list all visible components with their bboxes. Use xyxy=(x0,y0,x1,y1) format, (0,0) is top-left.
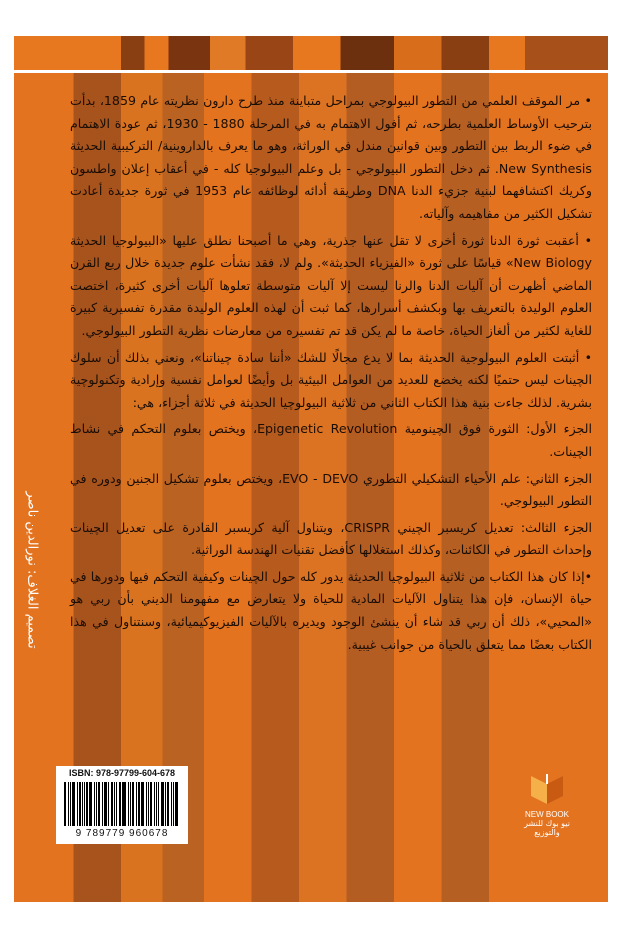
barcode-bar xyxy=(154,782,155,826)
barcode-bar xyxy=(114,782,115,826)
barcode-bar xyxy=(167,782,169,826)
barcode-bar xyxy=(171,782,172,826)
publisher-arabic: نيو بوك للنشر والتوزيع xyxy=(524,819,570,837)
barcode-bar xyxy=(116,782,117,826)
barcode-bar xyxy=(150,782,152,826)
barcode-bar xyxy=(119,782,121,826)
part-two: الجزء الثاني: علم الأحياء التشكيلي التطوري EVO - DEVO، ويختص بعلوم تشكيل الجنين ودوره في التطور البيولوجي. xyxy=(70,470,592,509)
barcode-bar xyxy=(89,782,92,826)
barcode-bar xyxy=(158,782,160,826)
barcode-bar xyxy=(148,782,149,826)
designer-credit: تصميم الغلاف: نورالدين ناصر xyxy=(24,491,40,649)
barcode-bar xyxy=(173,782,174,826)
barcode-bar xyxy=(175,782,178,826)
barcode-bar xyxy=(122,782,123,826)
barcode-bar xyxy=(108,782,109,826)
barcode-bar xyxy=(86,782,88,826)
blurb-text xyxy=(70,90,592,790)
barcode-number: 9 789779 960678 xyxy=(75,828,169,839)
barcode-box xyxy=(56,766,188,844)
barcode-bar xyxy=(84,782,85,826)
barcode-bar xyxy=(70,782,71,826)
barcode-bar xyxy=(132,782,134,826)
barcode-bar xyxy=(72,782,75,826)
barcode-bar xyxy=(68,782,69,826)
barcode-bar xyxy=(77,782,78,826)
publisher-name: NEW BOOK xyxy=(524,810,569,819)
barcode-bar xyxy=(128,782,129,826)
barcode-bar xyxy=(161,782,164,826)
barcode-bar xyxy=(136,782,137,826)
paragraph-3: • أثبتت العلوم البيولوجية الحديثة بما لا يدع مجالًا للشك «أننا سادة چيناتنا»، ونعني بذلك أن سلوك الچينات ليس حتميًا لكنه يخضع للعديد من العوامل البيئية بل وأيضًا لعوامل نفسية وإرادية وتكنولوچية بشرية. لذلك جاءت بنية هذا الكتاب الثاني من ثلاثية البيولوچيا الحديثة في ثلاثة أجزاء، هي: xyxy=(70,349,592,410)
part-one: الجزء الأول: الثورة فوق الچينومية Epigenetic Revolution، ويختص بعلوم التحكم في نشاط الچينات. xyxy=(70,421,593,459)
barcode-bar xyxy=(96,782,97,826)
part-three: الجزء الثالث: تعديل كريسبر الچيني CRISPR، ويتناول آلية كريسبر القادرة على تعديل الچينات وإحداث التطور في الكائنات، وكذلك استغلالها كأفضل تقنيات الهندسة الوراثية. xyxy=(70,519,592,558)
barcode-bar xyxy=(64,782,66,826)
barcode-bar xyxy=(141,782,144,826)
barcode-bar xyxy=(165,782,166,826)
publisher-logo xyxy=(512,770,582,850)
barcode-bar xyxy=(123,782,126,826)
isbn-label: ISBN: 978-97799-604-678 xyxy=(68,768,176,778)
barcode-bar xyxy=(98,782,100,826)
paragraph-2: • أعقبت ثورة الدنا ثورة أخرى لا تقل عنها جذرية، وهي ما أصبحنا نطلق عليها «البيولوجيا الحديثة New Biology» قياسًا على ثورة «الفيزياء الحديثة». ولم لا، فقد نشأت علوم جديدة خلال ربع القرن الماضي أظهرت أن آليات الدنا والرنا ليست إلا آليات متوسطة تعلوها آليات أخرى كثيرة، اختصت العلوم الوليدة بالتعريف بها وبكشف أسرارها، كما ثبت أن لهذه العلوم الوليدة مقدرة تفسيرية كبيرة للغاية لكثير من ألغاز الحياة، خاصة ما لم يكن قد تم تفسيره من معارضات نظرية التطور البيولوجي. xyxy=(70,232,593,338)
barcode-bar xyxy=(111,782,113,826)
barcode-bar xyxy=(104,782,107,826)
barcode-bar xyxy=(130,782,131,826)
barcode-bars xyxy=(64,782,180,826)
barcode-bar xyxy=(102,782,103,826)
barcode-bar xyxy=(82,782,83,826)
barcode-bar xyxy=(79,782,81,826)
barcode-bar xyxy=(156,782,157,826)
barcode-bar xyxy=(138,782,140,826)
barcode-bar xyxy=(94,782,95,826)
paragraph-final: •إذا كان هذا الكتاب من ثلاثية البيولوچيا الحديثة يدور كله حول الچينات وكيفية التحكم فيها ودورها في حياة الإنسان، فإن هذا يتناول الآليات المادية للحياة ولا يتعارض مع مفهومنا الديني بأن ربي هو «المحيي»، ذلك أن ربي قد شاء أن ينشئ الوجود ويديره بالآليات الفيزيوكيميائية، وسنتناول في هذا الكتاب بعضًا مما يتعلق بالحياة من جوانب غيبية. xyxy=(70,568,592,652)
paragraph-1: • مر الموقف العلمي من التطور البيولوجي بمراحل متباينة منذ طرح دارون نظريته عام 1859، بدأت بترحيب الأوساط العلمية بطرحه، ثم أفول الاهتمام به في المرحلة 1880 - 1930، ثم عودة الاهتمام في ضوء الربط بين التطور وبين قوانين مندل في الوراثة، وهو ما يعرف بالداروينية/ التركيبية الحديثة New Synthesis. ثم دخل التطور البيولوجي - بل وعلم البيولوجيا كله - في أعقاب إعلان واطسون وكريك اكتشافهما لبنية جزيء الدنا DNA وطريقة أدائه لوظائفه عام 1953 في ثورة جديدة أعادت تشكيل الكثير من مفاهيمه وآلياته. xyxy=(70,93,592,221)
top-stripe-band xyxy=(14,36,608,70)
barcode-bar xyxy=(146,782,147,826)
book-logo-icon xyxy=(527,770,567,808)
